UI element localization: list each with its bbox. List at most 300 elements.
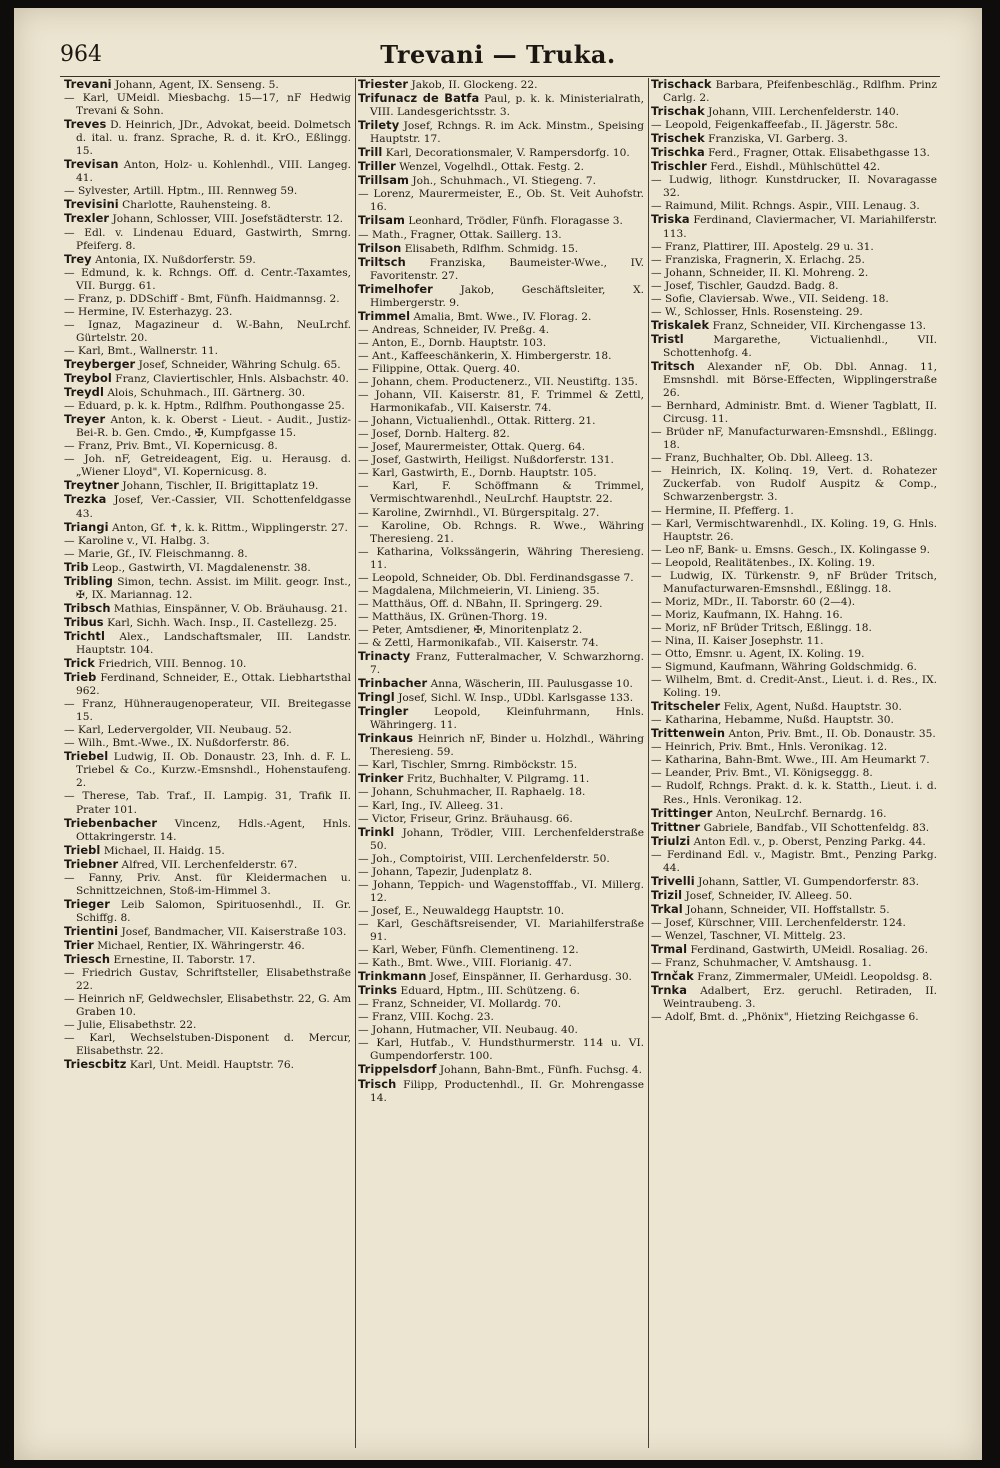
entry-details: — Math., Fragner, Ottak. Saillerg. 13.: [358, 228, 562, 241]
directory-entry: [651, 700, 937, 714]
entry-surname: Triebner: [64, 856, 119, 871]
directory-entry: [64, 306, 351, 319]
entry-surname: Treyer: [64, 412, 106, 427]
directory-entry: [64, 358, 351, 372]
entry-details: — Karl, Weber, Fünfh. Clementineng. 12.: [358, 944, 579, 957]
entry-surname: Triulzi: [651, 833, 691, 848]
directory-entry: [651, 78, 937, 105]
page-header: [60, 36, 936, 72]
entry-details: — Magdalena, Milchmeierin, VI. Linieng. 35.: [358, 584, 600, 597]
entry-surname: Trittenwein: [651, 726, 726, 741]
entry-surname: Trivelli: [651, 873, 695, 888]
directory-entry: [64, 78, 351, 92]
directory-entry: [358, 119, 644, 146]
entry-details: Anton, k. k. Oberst - Lieut. - Audit., Justiz-Bei-R. b. Gen. Cmdo., ✠, Kumpfgasse 15.: [76, 414, 351, 440]
entry-surname: Trevani: [64, 78, 112, 91]
directory-entry: [358, 1024, 644, 1037]
entry-details: — Leander, Priv. Bmt., VI. Königseggg. 8.: [651, 767, 873, 780]
entry-details: Barbara, Pfeifenbeschläg., Rdlfhm. Prinz Carlg. 2.: [663, 79, 937, 105]
entry-details: Michael, Rentier, IX. Währingerstr. 46.: [97, 940, 305, 952]
entry-details: Adalbert, Erz. geruchl. Retiraden, II. Weintraubeng. 3.: [663, 985, 937, 1011]
directory-entry: [651, 426, 937, 452]
directory-entry: [651, 970, 937, 984]
directory-entry: [64, 548, 351, 561]
entry-details: Karl, Decorationsmaler, V. Rampersdorfg. 10.: [385, 147, 630, 160]
entry-details: — Leopold, Realitätenbes., IX. Koling. 19.: [651, 556, 875, 569]
directory-entry: [358, 585, 644, 598]
entry-details: Margarethe, Victualienhdl., VII. Schottenhofg. 4.: [663, 333, 937, 359]
directory-entry: [651, 254, 937, 267]
directory-entry: [358, 350, 644, 363]
entry-surname: Trischak: [651, 104, 705, 119]
entry-surname: Tritscheler: [651, 699, 721, 714]
entry-surname: Treves: [64, 117, 107, 132]
entry-surname: Trizil: [651, 887, 683, 902]
directory-entry: [358, 918, 644, 944]
entry-details: — Karl, Geschäftsreisender, VI. Mariahilferstraße 91.: [358, 917, 644, 943]
entry-details: Mathias, Einspänner, V. Ob. Bräuhausg. 21.: [113, 602, 348, 615]
directory-entry: [64, 858, 351, 872]
column-1: [62, 78, 355, 1448]
directory-entry: [64, 372, 351, 386]
entry-surname: Trier: [64, 938, 94, 952]
directory-entry: [358, 705, 644, 732]
directory-entry: [358, 214, 644, 228]
entry-surname: Trimelhofer: [358, 281, 433, 296]
directory-entry: [358, 467, 644, 480]
entry-details: Paul, p. k. k. Ministerialrath, VIII. Landesgerichtsstr. 3.: [370, 93, 644, 119]
directory-entry: [358, 78, 644, 92]
entry-surname: Trischka: [651, 145, 705, 160]
entry-surname: Trifunacz de Batfa: [358, 91, 480, 106]
entry-details: — Bernhard, Administr. Bmt. d. Wiener Tagblatt, II. Circusg. 11.: [651, 400, 937, 426]
directory-entry: [64, 616, 351, 630]
directory-entry: [358, 480, 644, 506]
directory-entry: [651, 780, 937, 806]
entry-details: — Lorenz, Maurermeister, E., Ob. St. Veit Auhofstr. 16.: [358, 188, 644, 214]
entry-details: Franz, Schneider, VII. Kirchengasse 13.: [712, 319, 927, 332]
directory-entry: [358, 546, 644, 572]
entry-details: Joh., Schuhmach., VI. Stiegeng. 7.: [412, 175, 597, 188]
entry-surname: Trittner: [651, 819, 701, 834]
entry-details: Josef, Bandmacher, VII. Kaiserstraße 103.: [121, 925, 347, 938]
directory-entry: [651, 333, 937, 360]
entry-details: — Karl, Ledervergolder, VII. Neubaug. 52.: [64, 724, 292, 737]
directory-entry: [358, 1037, 644, 1063]
entry-details: — Karl, Ing., IV. Alleeg. 31.: [358, 799, 504, 812]
directory-entry: [651, 452, 937, 465]
directory-entry: [358, 691, 644, 705]
entry-surname: Treybol: [64, 371, 112, 386]
entry-details: — Hermine, II. Pfefferg. 1.: [651, 504, 794, 517]
header-rule: [60, 76, 940, 77]
entry-surname: Tristl: [651, 331, 684, 346]
directory-entry: [358, 677, 644, 691]
directory-entry: [64, 925, 351, 939]
directory-entry: [64, 413, 351, 440]
entry-surname: Treytner: [64, 478, 119, 493]
entry-surname: Trnka: [651, 983, 688, 998]
entry-details: — Franziska, Fragnerin, X. Erlachg. 25.: [651, 253, 865, 266]
entry-details: Johann, Trödler, VIII. Lerchenfelderstraße 50.: [370, 826, 644, 852]
entry-details: — Matthäus, IX. Grünen-Thorg. 19.: [358, 610, 548, 623]
entry-surname: Triescbitz: [64, 1057, 127, 1072]
entry-details: Anna, Wäscherin, III. Paulusgasse 10.: [430, 678, 633, 691]
directory-entry: [651, 293, 937, 306]
directory-entry: [358, 324, 644, 337]
directory-entry: [64, 750, 351, 790]
directory-entry: [358, 92, 644, 119]
entry-details: — Rudolf, Rchngs. Prakt. d. k. k. Statth., Lieut. i. d. Res., Hnls. Veronikag. 12.: [651, 780, 937, 806]
entry-details: — Josef, Gastwirth, Heiligst. Nußdorferstr. 131.: [358, 454, 614, 467]
entry-details: Elisabeth, Rdlfhm. Schmidg. 15.: [404, 242, 579, 255]
directory-entry: [358, 624, 644, 637]
entry-details: — Ignaz, Magazineur d. W.-Bahn, NeuLrchf. Gürtelstr. 20.: [64, 318, 351, 344]
entry-surname: Trexler: [64, 211, 110, 226]
entry-surname: Trillsam: [358, 173, 409, 188]
directory-entry: [358, 389, 644, 415]
entry-surname: Triebl: [64, 842, 101, 857]
entry-details: Josef, Rchngs. R. im Ack. Minstm., Speising Hauptstr. 17.: [370, 120, 644, 146]
directory-entry: [358, 813, 644, 826]
directory-entry: [358, 879, 644, 905]
entry-details: — Heinrich, Priv. Bmt., Hnls. Veronikag. 12.: [651, 741, 888, 754]
entry-details: Ludwig, II. Ob. Donaustr. 23, Inh. d. F. L. Triebel & Co., Kurzw.-Emsnshdl., Hohenstaufeng. 2.: [76, 751, 351, 790]
entry-details: Felix, Agent, Nußd. Hauptstr. 30.: [723, 701, 902, 714]
entry-details: — Franz, Schneider, VI. Mollardg. 70.: [358, 998, 562, 1011]
directory-entry: [358, 800, 644, 813]
directory-entry: [651, 200, 937, 213]
entry-details: Eduard, Hptm., III. Schützeng. 6.: [400, 985, 580, 998]
entry-details: — Moriz, MDr., II. Taborstr. 60 (2—4).: [651, 595, 856, 608]
entry-details: — Karl, Bmt., Wallnerstr. 11.: [64, 344, 218, 357]
entry-details: Michael, II. Haidg. 15.: [103, 844, 225, 857]
entry-details: — Katharina, Bahn-Bmt. Wwe., III. Am Heumarkt 7.: [651, 754, 930, 767]
entry-surname: Trick: [64, 656, 95, 671]
directory-entry: [651, 930, 937, 943]
directory-entry: [651, 741, 937, 754]
entry-surname: Tringl: [358, 690, 395, 705]
entry-details: — Matthäus, Off. d. NBahn, II. Springerg. 29.: [358, 597, 603, 610]
entry-details: — Karl, Vermischtwarenhdl., IX. Koling. 19, G. Hnls. Hauptstr. 26.: [651, 517, 937, 543]
directory-entry: [651, 280, 937, 293]
directory-entry: [651, 1011, 937, 1024]
entry-details: — Wilh., Bmt.-Wwe., IX. Nußdorferstr. 86.: [64, 737, 290, 750]
entry-surname: Trischack: [651, 78, 712, 91]
entry-surname: Trevisini: [64, 197, 119, 212]
directory-entry: [64, 1019, 351, 1032]
entry-details: Filipp, Productenhdl., II. Gr. Mohrengasse 14.: [370, 1078, 644, 1104]
directory-entry: [358, 310, 644, 324]
directory-entry: [358, 337, 644, 350]
entry-surname: Triester: [358, 78, 409, 91]
directory-entry: [651, 174, 937, 200]
entry-surname: Trkal: [651, 901, 683, 916]
entry-details: Ferdinand, Gastwirth, UMeidl. Rosaliag. 26.: [690, 944, 928, 957]
directory-entry: [651, 821, 937, 835]
directory-entry: [64, 319, 351, 345]
entry-details: — Julie, Elisabethstr. 22.: [64, 1019, 197, 1032]
directory-entry: [358, 1078, 644, 1105]
entry-details: Franz, Futteralmacher, V. Schwarzhorng. 7.: [370, 651, 644, 677]
directory-entry: [64, 158, 351, 185]
directory-entry: [651, 505, 937, 518]
directory-entry: [358, 984, 644, 998]
entry-details: — Josef, Dornb. Halterg. 82.: [358, 428, 510, 441]
entry-details: Franz, Claviertischler, Hnls. Alsbachstr. 40.: [115, 373, 349, 386]
entry-surname: Triska: [651, 212, 690, 227]
entry-details: Vincenz, Hdls.-Agent, Hnls. Ottakringerstr. 14.: [76, 817, 351, 843]
directory-entry: [358, 650, 644, 677]
entry-surname: Triebel: [64, 749, 109, 764]
directory-entry: [358, 242, 644, 256]
entry-surname: Triltsch: [358, 254, 406, 269]
directory-entry: [651, 661, 937, 674]
directory-entry: [64, 198, 351, 212]
directory-entry: [64, 967, 351, 993]
entry-details: — Johann, Hutmacher, VII. Neubaug. 40.: [358, 1024, 578, 1037]
entry-details: Alfred, VII. Lerchenfelderstr. 67.: [121, 858, 298, 871]
directory-entry: [651, 903, 937, 917]
entry-details: Jakob, Geschäftsleiter, X. Himbergerstr. 9.: [370, 283, 644, 309]
entry-details: — Franz, Hühneraugenoperateur, VII. Breitegasse 15.: [64, 698, 351, 724]
directory-entry: [651, 213, 937, 240]
entry-details: Charlotte, Rauhensteing. 8.: [122, 199, 271, 212]
entry-surname: Trischler: [651, 159, 707, 174]
entry-details: — Karoline, Ob. Rchngs. R. Wwe., Währing Theresieng. 21.: [358, 519, 644, 545]
directory-entry: [651, 889, 937, 903]
entry-details: — Joh. nF, Getreideagent, Eig. u. Herausg. d. „Wiener Lloyd", VI. Kopernicusg. 8.: [64, 453, 351, 479]
entry-details: — Joh., Comptoirist, VIII. Lerchenfelderstr. 50.: [358, 852, 610, 865]
directory-entry: [651, 241, 937, 254]
directory-entry: [651, 622, 937, 635]
directory-entry: [358, 160, 644, 174]
directory-entry: [358, 415, 644, 428]
directory-entry: [651, 105, 937, 119]
directory-entry: [358, 256, 644, 283]
entry-details: — Fanny, Priv. Anst. für Kleidermachen u. Schnittzeichnen, Stoß-im-Himmel 3.: [64, 871, 351, 897]
entry-surname: Trilsam: [358, 213, 405, 228]
directory-entry: [64, 561, 351, 575]
directory-entry: [651, 518, 937, 544]
entry-details: — Karl, UMeidl. Miesbachg. 15—17, nF Hedwig Trevani & Sohn.: [64, 92, 351, 118]
directory-entry: [651, 727, 937, 741]
entry-surname: Trinks: [358, 983, 398, 998]
directory-entry: [358, 454, 644, 467]
entry-details: Josef, Schneider, Währing Schulg. 65.: [138, 358, 341, 371]
entry-details: — Johann, Schneider, II. Kl. Mohreng. 2.: [651, 266, 869, 279]
directory-entry: [64, 493, 351, 520]
entry-details: — Ferdinand Edl. v., Magistr. Bmt., Penzing Parkg. 44.: [651, 848, 937, 874]
entry-surname: Trischek: [651, 131, 705, 146]
entry-surname: Tribus: [64, 614, 104, 629]
directory-entry: [358, 866, 644, 879]
directory-entry: [358, 970, 644, 984]
entry-surname: Trinkl: [358, 824, 395, 839]
entry-surname: Trezka: [64, 492, 107, 507]
entry-details: Friedrich, VIII. Bennog. 10.: [98, 658, 247, 671]
directory-entry: [651, 674, 937, 700]
entry-details: Leonhard, Trödler, Fünfh. Floragasse 3.: [408, 215, 623, 228]
entry-details: Fritz, Buchhalter, V. Pilgramg. 11.: [406, 773, 590, 786]
directory-entry: [64, 724, 351, 737]
entry-details: — Franz, VIII. Kochg. 23.: [358, 1011, 494, 1024]
entry-details: — Josef, E., Neuwaldegg Hauptstr. 10.: [358, 904, 565, 917]
directory-entry: [651, 360, 937, 400]
entry-details: — Johann, Schuhmacher, II. Raphaelg. 18.: [358, 786, 586, 799]
entry-details: Heinrich nF, Binder u. Holzhdl., Währing Theresieng. 59.: [370, 733, 644, 759]
entry-details: — Josef, Maurermeister, Ottak. Querg. 64.: [358, 441, 586, 454]
entry-details: — Otto, Emsnr. u. Agent, IX. Koling. 19.: [651, 648, 865, 661]
directory-entry: [64, 953, 351, 967]
entry-details: — Ant., Kaffeeschänkerin, X. Himbergerstr. 18.: [358, 349, 612, 362]
entry-details: Anton, NeuLrchf. Bernardg. 16.: [715, 807, 887, 820]
entry-details: — Ludwig, lithogr. Kunstdrucker, II. Novaragasse 32.: [651, 174, 937, 200]
entry-details: Josef, Einspänner, II. Gerhardusg. 30.: [429, 971, 632, 984]
directory-entry: [64, 993, 351, 1019]
entry-details: D. Heinrich, JDr., Advokat, beeid. Dolmetsch d. ital. u. franz. Sprache, R. d. it. KrO., Eßlingg. 15.: [76, 119, 352, 158]
entry-details: Alexander nF, Ob. Dbl. Annag. 11, Emsnshdl. mit Börse-Effecten, Wipplingerstraße 26.: [663, 360, 937, 400]
directory-entry: [358, 732, 644, 759]
entry-details: — Friedrich Gustav, Schriftsteller, Elisabethstraße 22.: [64, 967, 351, 993]
directory-entry: [64, 817, 351, 844]
entry-details: Anton Edl. v., p. Oberst, Penzing Parkg. 44.: [693, 835, 926, 848]
entry-details: — Karl, Hutfab., V. Hundsthurmerstr. 114 u. VI. Gumpendorferstr. 100.: [358, 1037, 644, 1063]
entry-surname: Triangi: [64, 519, 109, 534]
entry-surname: Trmal: [651, 942, 688, 957]
entry-details: Johann, VIII. Lerchenfelderstr. 140.: [708, 106, 900, 119]
entry-details: Johann, Agent, IX. Senseng. 5.: [115, 79, 279, 91]
entry-surname: Tringler: [358, 704, 409, 719]
directory-entry: [64, 657, 351, 671]
directory-entry: [64, 844, 351, 858]
entry-surname: Trippelsdorf: [358, 1062, 437, 1077]
entry-surname: Trisch: [358, 1076, 397, 1091]
directory-entry: [358, 376, 644, 389]
directory-entry: [651, 596, 937, 609]
entry-details: — Heinrich, IX. Kolinq. 19, Vert. d. Rohatezer Zuckerfab. von Rudolf Auspitz & Comp., Schwarzenbergstr. 3.: [651, 465, 937, 504]
directory-entry: [358, 1011, 644, 1024]
entry-details: — Edmund, k. k. Rchngs. Off. d. Centr.-Taxamtes, VII. Burgg. 61.: [64, 266, 351, 292]
entry-details: Franz, Zimmermaler, UMeidl. Leopoldsg. 8.: [697, 971, 933, 984]
directory-entry: [358, 146, 644, 160]
entry-details: Anton, Gf. ✝, k. k. Rittm., Wipplingerstr. 27.: [111, 521, 348, 534]
entry-details: Leop., Gastwirth, VI. Magdalenenstr. 38.: [91, 561, 311, 574]
directory-entry: [651, 635, 937, 648]
entry-details: Johann, Schlosser, VIII. Josefstädterstr. 12.: [112, 213, 343, 226]
entry-details: — Franz, Plattirer, III. Apostelg. 29 u. 31.: [651, 240, 874, 253]
entry-details: — Nina, II. Kaiser Josephstr. 11.: [651, 634, 824, 647]
entry-details: Wenzel, Vogelhdl., Ottak. Festg. 2.: [399, 161, 584, 174]
entry-details: — Eduard, p. k. k. Hptm., Rdlfhm. Pouthongasse 25.: [64, 400, 345, 413]
entry-details: — Kath., Bmt. Wwe., VIII. Florianig. 47.: [358, 957, 572, 970]
entry-details: Josef, Schneider, IV. Alleeg. 50.: [685, 889, 853, 902]
entry-surname: Trnčak: [651, 969, 694, 984]
directory-entry: [64, 1032, 351, 1058]
directory-entry: [651, 557, 937, 570]
directory-entry: [64, 92, 351, 118]
directory-entry: [358, 441, 644, 454]
directory-entry: [64, 386, 351, 400]
directory-entry: [358, 283, 644, 310]
directory-entry: [64, 453, 351, 479]
entry-details: — Franz, Buchhalter, Ob. Dbl. Alleeg. 13.: [651, 452, 873, 465]
directory-entry: [651, 917, 937, 930]
directory-entry: [64, 872, 351, 898]
entry-surname: Tribling: [64, 573, 114, 588]
entry-details: — Leopold, Feigenkaffeefab., II. Jägerstr. 58c.: [651, 119, 898, 132]
directory-entry: [651, 754, 937, 767]
entry-details: — Sofie, Claviersab. Wwe., VII. Seideng. 18.: [651, 292, 889, 305]
entry-details: — Karl, F. Schöffmann & Trimmel, Vermischtwarenhdl., NeuLrchf. Hauptstr. 22.: [358, 480, 644, 506]
entry-details: Gabriele, Bandfab., VII Schottenfeldg. 83.: [703, 821, 930, 834]
directory-entry: [651, 319, 937, 333]
directory-entry: [651, 570, 937, 596]
entry-details: — Marie, Gf., IV. Fleischmanng. 8.: [64, 547, 248, 560]
entry-details: — Raimund, Milit. Rchngs. Aspir., VIII. Lenaug. 3.: [651, 200, 920, 213]
entry-details: — Brüder nF, Manufacturwaren-Emsnshdl., Eßlingg. 18.: [651, 426, 937, 452]
entry-details: — Peter, Amtsdiener, ✠, Minoritenplatz 2.: [358, 623, 583, 636]
entry-surname: Trill: [358, 145, 383, 160]
page-number: 964: [60, 42, 102, 67]
entry-details: — Leo nF, Bank- u. Emsns. Gesch., IX. Kolingasse 9.: [651, 543, 930, 556]
entry-surname: Trichtl: [64, 628, 105, 643]
entry-details: — Adolf, Bmt. d. „Phönix", Hietzing Reichgasse 6.: [651, 1011, 919, 1024]
directory-entry: [651, 767, 937, 780]
directory-entry: [358, 363, 644, 376]
entry-details: Alois, Schuhmach., III. Gärtnerg. 30.: [107, 387, 306, 400]
entry-details: — Josef, Kürschner, VIII. Lerchenfelderstr. 124.: [651, 916, 906, 929]
entry-details: Johann, Tischler, II. Brigittaplatz 19.: [122, 480, 319, 493]
directory-entry: [358, 598, 644, 611]
directory-entry: [64, 898, 351, 925]
directory-entry: [358, 853, 644, 866]
directory-entry: [358, 174, 644, 188]
entry-surname: Triebenbacher: [64, 815, 158, 830]
entry-details: — Therese, Tab. Traf., II. Lampig. 31, Trafik II. Prater 101.: [64, 790, 351, 816]
directory-entry: [64, 212, 351, 226]
entry-details: — Leopold, Schneider, Ob. Dbl. Ferdinandsgasse 7.: [358, 571, 634, 584]
directory-entry: [651, 544, 937, 557]
directory-entry: [651, 160, 937, 174]
directory-entry: [651, 875, 937, 889]
directory-entry: [358, 826, 644, 853]
directory-entry: [358, 507, 644, 520]
entry-details: — Franz, p. DDSchiff - Bmt, Fünfh. Haidmannsg. 2.: [64, 292, 340, 305]
directory-entry: [64, 227, 351, 253]
directory-entry: [651, 465, 937, 504]
entry-details: — Katharina, Hebamme, Nußd. Hauptstr. 30.: [651, 714, 894, 727]
directory-entry: [651, 400, 937, 426]
entry-surname: Trilety: [358, 118, 400, 133]
directory-entry: [358, 905, 644, 918]
entry-details: Leopold, Kleinfuhrmann, Hnls. Währingerg. 11.: [370, 706, 645, 732]
directory-entry: [358, 611, 644, 624]
entry-details: — Ludwig, IX. Türkenstr. 9, nF Brüder Tritsch, Manufacturwaren-Emsnshdl., Eßlingg. 18.: [651, 569, 937, 595]
column-3: [648, 78, 941, 1448]
directory-page: [14, 8, 982, 1460]
entry-details: — & Zettl, Harmonikafab., VII. Kaiserstr. 74.: [358, 636, 599, 649]
entry-details: Franziska, VI. Garberg. 3.: [708, 133, 848, 146]
directory-entry: [651, 849, 937, 875]
entry-details: — Johann, chem. Productenerz., VII. Neustiftg. 135.: [358, 376, 638, 389]
entry-details: — Josef, Tischler, Gaudzd. Badg. 8.: [651, 279, 839, 292]
entry-details: — Katharina, Volkssängerin, Währing Theresieng. 11.: [358, 545, 644, 571]
entry-details: Alex., Landschaftsmaler, III. Landstr. Hauptstr. 104.: [76, 630, 352, 656]
entry-surname: Tritsch: [651, 358, 695, 373]
directory-entry: [651, 132, 937, 146]
entry-details: — Karl, Wechselstuben-Disponent d. Mercur, Elisabethstr. 22.: [64, 1032, 351, 1058]
